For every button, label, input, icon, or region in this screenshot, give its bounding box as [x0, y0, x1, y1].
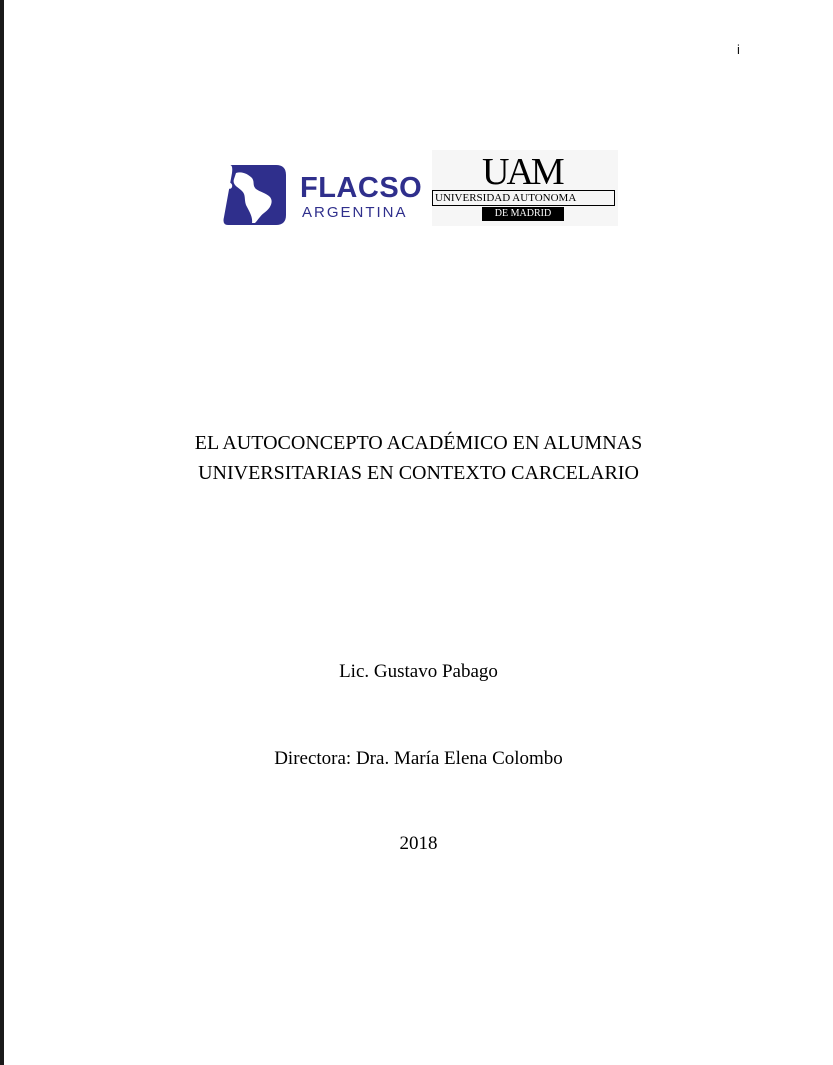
- title-line-1: EL AUTOCONCEPTO ACADÉMICO EN ALUMNAS: [194, 432, 643, 454]
- uam-city-label: DE MADRID: [482, 207, 564, 221]
- author-name: Lic. Gustavo Pabago: [339, 661, 498, 682]
- flacso-logo: [222, 165, 434, 227]
- document-title: [4, 428, 833, 488]
- uam-university-name: UNIVERSIDAD AUTONOMA: [435, 192, 577, 204]
- flacso-wordmark: FLACSO: [300, 172, 423, 204]
- uam-letters: UAM: [482, 151, 562, 193]
- title-line-2: UNIVERSITARIAS EN CONTEXTO CARCELARIO: [198, 462, 639, 484]
- document-page: [4, 0, 833, 1065]
- flacso-country-label: ARGENTINA: [302, 204, 408, 221]
- publication-year: 2018: [399, 833, 438, 854]
- director-name: Directora: Dra. María Elena Colombo: [274, 748, 563, 769]
- flacso-americas-emblem-icon: [222, 165, 286, 225]
- page-number: i: [737, 42, 740, 57]
- uam-logo: [432, 150, 618, 226]
